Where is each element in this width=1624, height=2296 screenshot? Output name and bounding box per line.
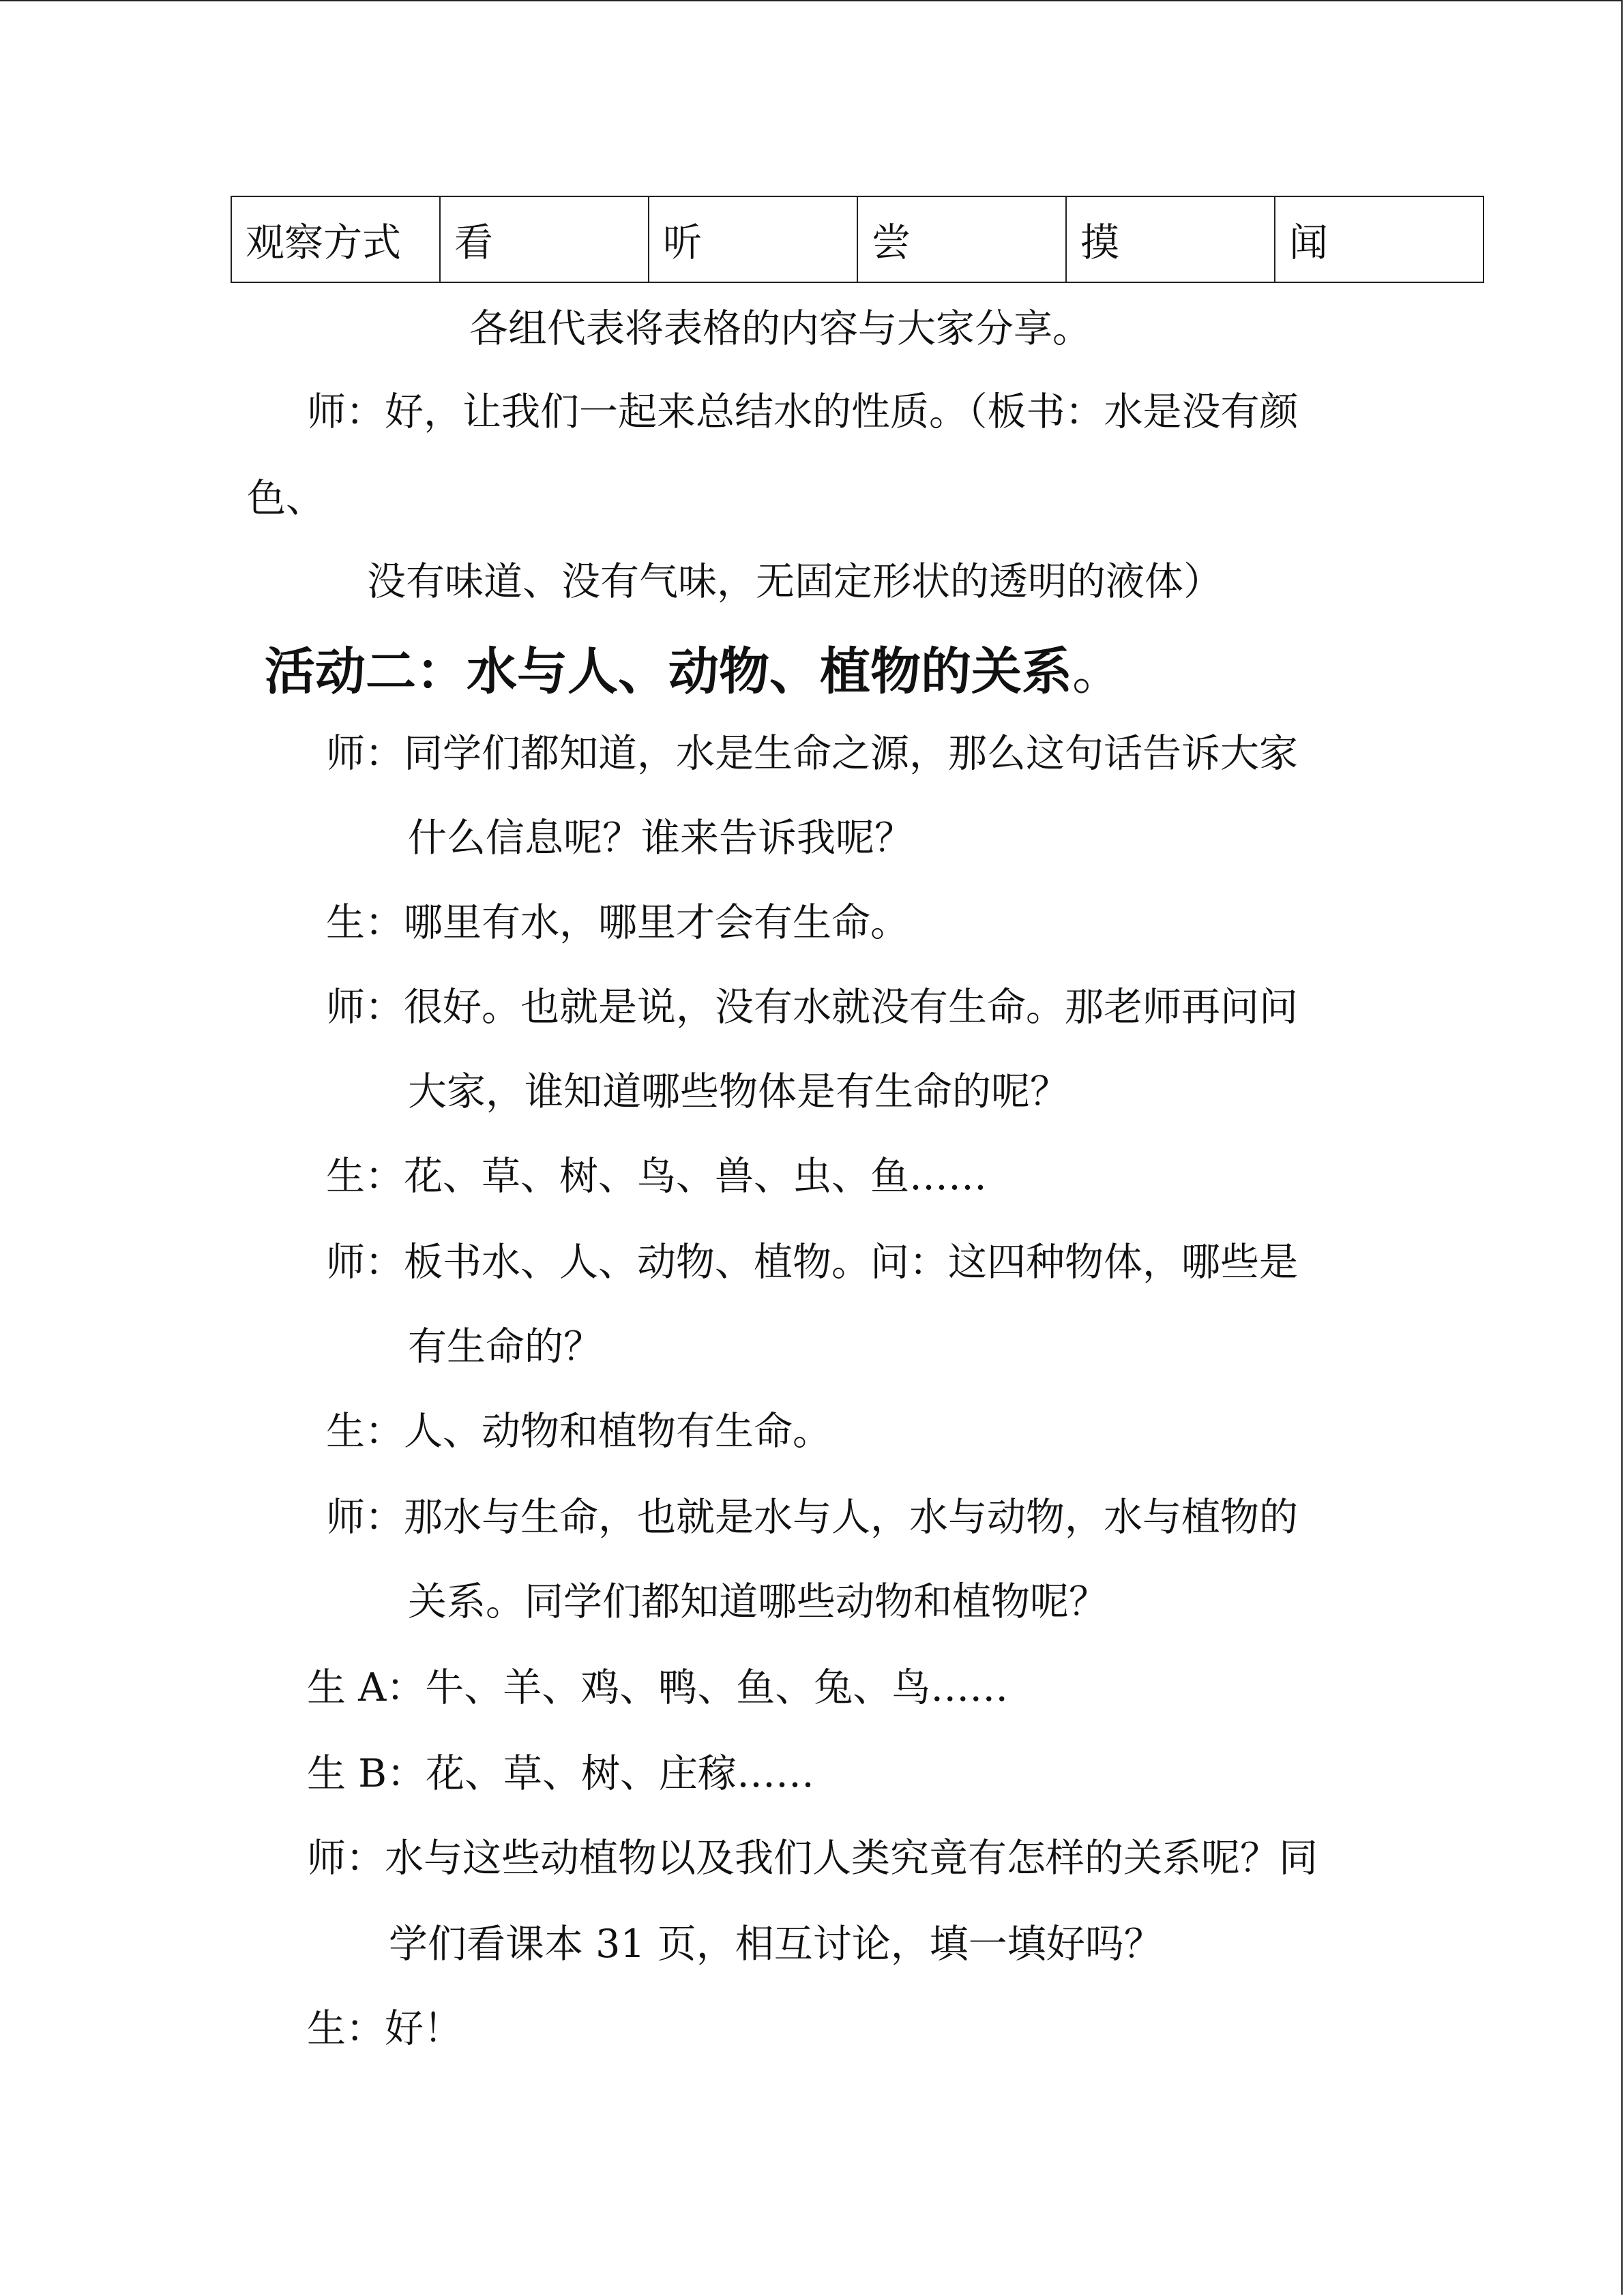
summary-line-3: 没有味道、没有气味，无固定形状的透明的液体） [367,559,1222,604]
activity-heading-text: 活动二：水与人、动物、植物的关系 [265,642,1072,701]
dialogue-line: 师：同学们都知道，水是生命之源，那么这句话告诉大家 [326,731,1298,776]
table-cell-listen: 听 [649,196,857,282]
dialogue-line: 大家，谁知道哪些物体是有生命的呢？ [408,1069,1069,1114]
table-cell-smell: 闻 [1275,196,1483,282]
dialogue-line: 有生命的？ [408,1324,602,1369]
table-cell-touch: 摸 [1066,196,1275,282]
dialogue-line: 师：那水与生命，也就是水与人，水与动物，水与植物的 [326,1495,1298,1540]
dialogue-line: 生：好！ [307,2006,462,2051]
dialogue-line: 关系。同学们都知道哪些动物和植物呢？ [408,1579,1108,1624]
summary-line-2: 色、 [247,476,325,521]
dialogue-line: 生：哪里有水，哪里才会有生命。 [326,900,909,945]
dialogue-line: 师：很好。也就是说，没有水就没有生命。那老师再问问 [326,985,1298,1030]
dialogue-line: 生 A：牛、羊、鸡、鸭、鱼、兔、鸟…… [307,1665,1009,1710]
dialogue-line: 什么信息呢？谁来告诉我呢？ [408,816,913,861]
dialogue-line: 师：水与这些动植物以及我们人类究竟有怎样的关系呢？同 [307,1836,1318,1881]
table-row [231,196,1483,282]
activity-heading [265,641,1123,702]
observation-table [231,196,1484,283]
dialogue-line: 学们看课本 31 页，相互讨论，填一填好吗？ [389,1922,1163,1967]
summary-line-1: 师：好，让我们一起来总结水的性质。（板书：水是没有颜 [307,389,1299,434]
table-cell-header: 观察方式 [231,196,440,282]
table-cell-taste: 尝 [857,196,1066,282]
table-cell-look: 看 [440,196,649,282]
share-sentence: 各组代表将表格的内容与大家分享。 [469,306,1091,351]
dialogue-line: 师：板书水、人、动物、植物。问：这四种物体，哪些是 [326,1240,1298,1285]
dialogue-line: 生：人、动物和植物有生命。 [326,1409,831,1454]
dialogue-line: 生：花、草、树、鸟、兽、虫、鱼…… [326,1154,987,1199]
activity-heading-period: 。 [1072,642,1123,701]
dialogue-line: 生 B：花、草、树、庄稼…… [307,1751,815,1796]
